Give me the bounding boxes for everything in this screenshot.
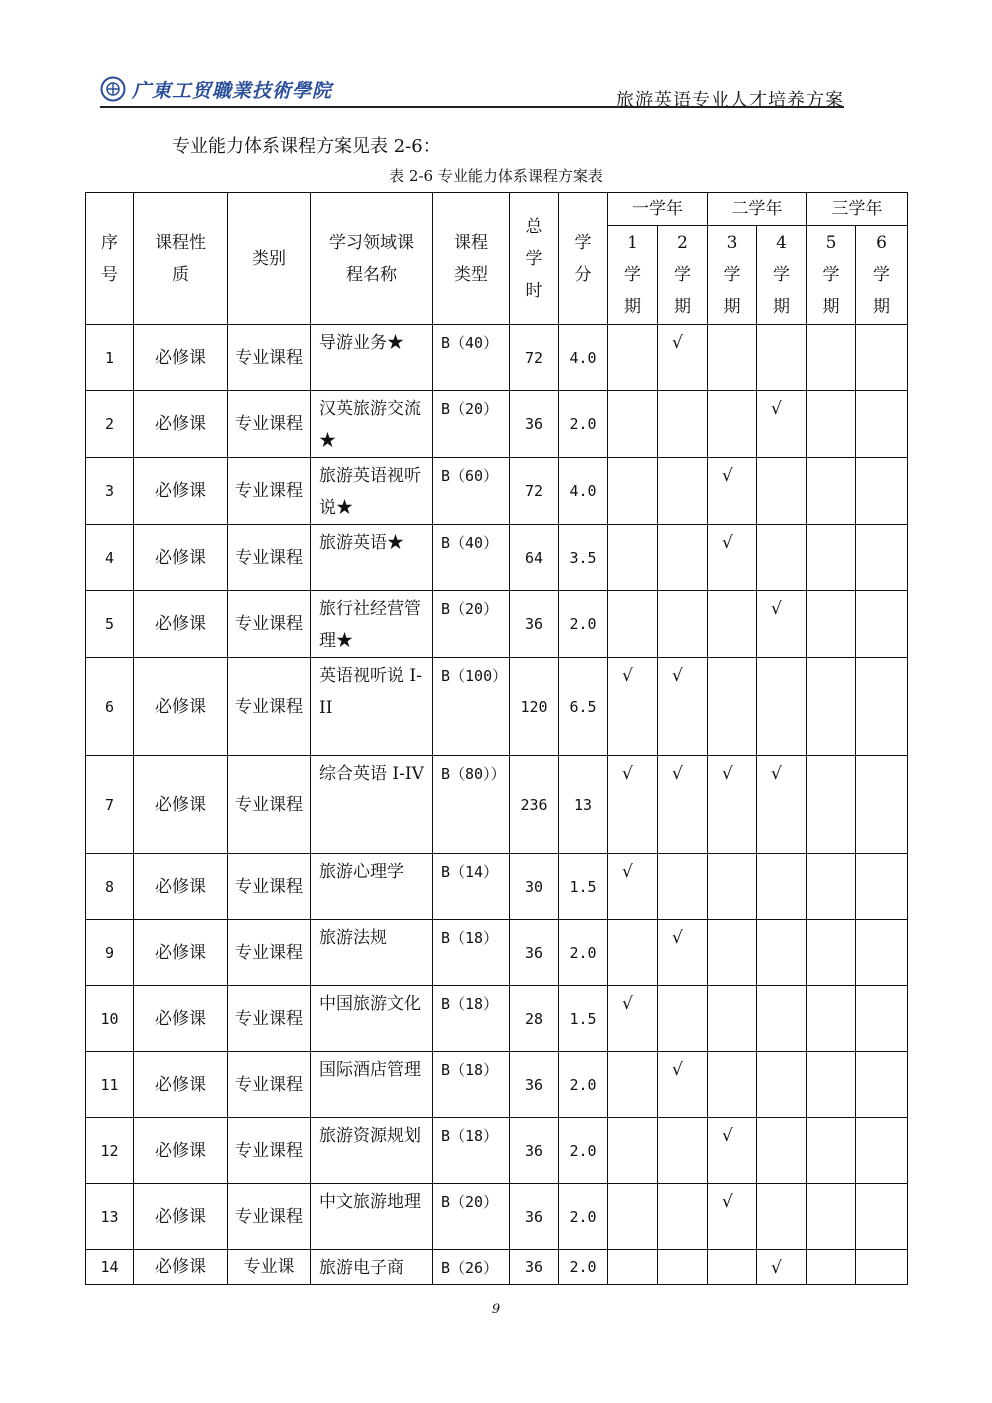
cell-term-2 [658,756,708,854]
cell-term-1 [608,854,658,920]
col-seq: 序 号 [86,193,134,325]
cell-term-5 [807,525,856,591]
col-term-4: 4 学 期 [757,226,807,325]
cell-total-hours: 36 [510,1184,559,1250]
table-body [86,325,908,1285]
cell-term-6 [856,854,908,920]
cell-nature: 必修课 [134,525,228,591]
cell-seq: 12 [86,1118,134,1184]
cell-course-type: B（20） [433,1184,510,1250]
cell-term-2 [658,458,708,525]
check-mark: √ [722,466,733,486]
cell-term-2 [658,986,708,1052]
cell-term-3 [708,854,757,920]
table-row [86,525,908,591]
check-mark: √ [672,333,683,353]
cell-term-1 [608,525,658,591]
cell-term-1 [608,391,658,458]
table-row [86,854,908,920]
cell-term-1 [608,658,658,756]
cell-term-6 [856,1184,908,1250]
cell-seq: 13 [86,1184,134,1250]
cell-nature: 必修课 [134,325,228,391]
cell-term-3 [708,325,757,391]
cell-term-1 [608,1250,658,1285]
cell-term-4 [757,525,807,591]
table-row [86,325,908,391]
cell-term-1 [608,1118,658,1184]
check-mark: √ [672,1060,683,1080]
cell-nature: 必修课 [134,1184,228,1250]
cell-term-6 [856,986,908,1052]
cell-course-name: 综合英语 I-IV [311,756,433,854]
table-row [86,920,908,986]
cell-term-2 [658,658,708,756]
cell-course-name: 国际酒店管理 [311,1052,433,1118]
cell-term-4 [757,756,807,854]
cell-total-hours: 36 [510,591,559,658]
cell-term-1 [608,325,658,391]
cell-credits: 2.0 [559,1052,608,1118]
cell-course-type: B（40） [433,525,510,591]
cell-course-type: B（100） [433,658,510,756]
cell-term-3 [708,1052,757,1118]
cell-term-2 [658,1052,708,1118]
cell-term-4 [757,986,807,1052]
cell-term-1 [608,591,658,658]
cell-term-6 [856,1052,908,1118]
cell-term-2 [658,1250,708,1285]
cell-category: 专业课程 [228,920,311,986]
cell-nature: 必修课 [134,591,228,658]
cell-credits: 1.5 [559,986,608,1052]
cell-seq: 1 [86,325,134,391]
col-year-1: 一学年 [608,193,708,226]
cell-seq: 8 [86,854,134,920]
cell-term-3 [708,591,757,658]
cell-seq: 5 [86,591,134,658]
check-mark: √ [722,533,733,553]
cell-category: 专业课程 [228,391,311,458]
cell-term-2 [658,525,708,591]
cell-course-type: B（18） [433,1052,510,1118]
cell-course-name: 旅游电子商 [311,1250,433,1285]
cell-total-hours: 36 [510,1118,559,1184]
cell-term-6 [856,756,908,854]
col-nature: 课程性 质 [134,193,228,325]
cell-term-4 [757,458,807,525]
cell-category: 专业课程 [228,458,311,525]
cell-nature: 必修课 [134,1250,228,1285]
cell-course-name: 汉英旅游交流★ [311,391,433,458]
cell-credits: 3.5 [559,525,608,591]
cell-category: 专业课程 [228,1184,311,1250]
cell-seq: 7 [86,756,134,854]
cell-term-2 [658,325,708,391]
cell-total-hours: 72 [510,458,559,525]
cell-category: 专业课程 [228,591,311,658]
cell-category: 专业课程 [228,1118,311,1184]
cell-term-5 [807,1118,856,1184]
cell-term-5 [807,854,856,920]
cell-term-5 [807,1052,856,1118]
cell-term-6 [856,391,908,458]
cell-term-4 [757,1118,807,1184]
col-term-3: 3 学 期 [708,226,757,325]
cell-term-4 [757,920,807,986]
cell-seq: 2 [86,391,134,458]
cell-total-hours: 64 [510,525,559,591]
cell-total-hours: 236 [510,756,559,854]
cell-term-4 [757,1184,807,1250]
cell-course-type: B（80）） [433,756,510,854]
cell-term-4 [757,854,807,920]
cell-category: 专业课程 [228,854,311,920]
cell-term-2 [658,1184,708,1250]
cell-term-6 [856,1250,908,1285]
col-term-5: 5 学 期 [807,226,856,325]
check-mark: √ [771,764,782,784]
cell-course-name: 旅游心理学 [311,854,433,920]
table-row [86,1118,908,1184]
cell-course-type: B（26） [433,1250,510,1285]
cell-term-5 [807,1184,856,1250]
cell-term-6 [856,1118,908,1184]
cell-course-type: B（14） [433,854,510,920]
cell-course-type: B（60） [433,458,510,525]
logo-text: 广東工贸職業技術學院 [132,79,333,102]
cell-total-hours: 72 [510,325,559,391]
table-row [86,658,908,756]
table-caption: 表 2-6 专业能力体系课程方案表 [389,167,603,185]
cell-term-3 [708,756,757,854]
cell-category: 专业课程 [228,986,311,1052]
cell-term-4 [757,591,807,658]
check-mark: √ [771,1258,782,1278]
cell-term-6 [856,658,908,756]
cell-term-1 [608,986,658,1052]
cell-term-3 [708,1250,757,1285]
cell-course-type: B（18） [433,920,510,986]
cell-term-2 [658,591,708,658]
cell-credits: 2.0 [559,391,608,458]
cell-seq: 14 [86,1250,134,1285]
cell-credits: 1.5 [559,854,608,920]
cell-term-5 [807,325,856,391]
cell-category: 专业课程 [228,756,311,854]
cell-credits: 4.0 [559,325,608,391]
table-row [86,756,908,854]
cell-seq: 9 [86,920,134,986]
cell-term-5 [807,1250,856,1285]
col-term-2: 2 学 期 [658,226,708,325]
cell-seq: 6 [86,658,134,756]
cell-term-5 [807,920,856,986]
cell-nature: 必修课 [134,1118,228,1184]
cell-credits: 13 [559,756,608,854]
cell-term-3 [708,1184,757,1250]
col-year-3: 三学年 [807,193,908,226]
col-term-1: 1 学 期 [608,226,658,325]
cell-credits: 2.0 [559,920,608,986]
cell-category: 专业课程 [228,658,311,756]
table-row [86,1184,908,1250]
check-mark: √ [722,764,733,784]
cell-term-5 [807,591,856,658]
cell-category: 专业课程 [228,1052,311,1118]
cell-nature: 必修课 [134,391,228,458]
cell-term-1 [608,1052,658,1118]
intro-text: 专业能力体系课程方案见表 2-6： [172,136,441,157]
cell-course-name: 旅游资源规划 [311,1118,433,1184]
cell-category: 专业课 [228,1250,311,1285]
cell-term-3 [708,458,757,525]
college-logo [100,72,332,106]
col-term-6: 6 学 期 [856,226,908,325]
cell-credits: 4.0 [559,458,608,525]
cell-term-6 [856,525,908,591]
cell-nature: 必修课 [134,1052,228,1118]
check-mark: √ [622,764,633,784]
cell-course-name: 旅行社经营管理★ [311,591,433,658]
cell-term-5 [807,658,856,756]
course-table [85,192,908,1285]
cell-term-4 [757,1250,807,1285]
check-mark: √ [722,1192,733,1212]
cell-credits: 2.0 [559,591,608,658]
cell-term-1 [608,756,658,854]
check-mark: √ [672,928,683,948]
cell-course-name: 旅游法规 [311,920,433,986]
cell-term-6 [856,325,908,391]
cell-credits: 6.5 [559,658,608,756]
check-mark: √ [622,862,633,882]
cell-term-2 [658,1118,708,1184]
cell-total-hours: 36 [510,920,559,986]
cell-term-2 [658,854,708,920]
check-mark: √ [622,666,633,686]
cell-total-hours: 36 [510,391,559,458]
cell-course-type: B（40） [433,325,510,391]
cell-term-3 [708,391,757,458]
cell-course-name: 英语视听说 I-II [311,658,433,756]
table-row [86,591,908,658]
cell-nature: 必修课 [134,986,228,1052]
table-row [86,458,908,525]
cell-nature: 必修课 [134,458,228,525]
check-mark: √ [722,1126,733,1146]
cell-course-name: 导游业务★ [311,325,433,391]
cell-total-hours: 120 [510,658,559,756]
header-divider [100,106,844,108]
cell-term-5 [807,986,856,1052]
check-mark: √ [771,399,782,419]
cell-term-5 [807,756,856,854]
col-domain-name: 学习领域课 程名称 [311,193,433,325]
cell-course-type: B（20） [433,591,510,658]
cell-nature: 必修课 [134,658,228,756]
table-row [86,1250,908,1285]
cell-total-hours: 28 [510,986,559,1052]
cell-term-2 [658,391,708,458]
page-header [100,68,844,110]
cell-term-3 [708,525,757,591]
cell-term-1 [608,1184,658,1250]
col-credits: 学 分 [559,193,608,325]
cell-category: 专业课程 [228,525,311,591]
check-mark: √ [672,666,683,686]
cell-nature: 必修课 [134,920,228,986]
cell-course-name: 中国旅游文化 [311,986,433,1052]
cell-term-6 [856,920,908,986]
cell-term-1 [608,920,658,986]
cell-term-3 [708,986,757,1052]
cell-term-6 [856,458,908,525]
cell-term-4 [757,1052,807,1118]
table-row [86,391,908,458]
col-total-hours: 总 学 时 [510,193,559,325]
col-category: 类别 [228,193,311,325]
cell-seq: 10 [86,986,134,1052]
cell-course-name: 旅游英语★ [311,525,433,591]
cell-total-hours: 36 [510,1052,559,1118]
cell-course-type: B（18） [433,1118,510,1184]
cell-term-5 [807,458,856,525]
cell-credits: 2.0 [559,1250,608,1285]
cell-course-name: 旅游英语视听说★ [311,458,433,525]
cell-total-hours: 30 [510,854,559,920]
cell-seq: 4 [86,525,134,591]
cell-seq: 3 [86,458,134,525]
cell-credits: 2.0 [559,1184,608,1250]
cell-term-4 [757,325,807,391]
col-year-2: 二学年 [708,193,807,226]
cell-course-type: B（18） [433,986,510,1052]
cell-nature: 必修课 [134,756,228,854]
cell-nature: 必修课 [134,854,228,920]
cell-seq: 11 [86,1052,134,1118]
header-row-years [86,193,908,226]
cell-term-3 [708,920,757,986]
document-title: 旅游英语专业人才培养方案 [616,90,844,111]
check-mark: √ [771,599,782,619]
cell-term-6 [856,591,908,658]
college-emblem-icon [100,76,126,102]
cell-term-4 [757,391,807,458]
cell-term-2 [658,920,708,986]
cell-term-3 [708,1118,757,1184]
cell-course-name: 中文旅游地理 [311,1184,433,1250]
table-row [86,986,908,1052]
cell-course-type: B（20） [433,391,510,458]
table-row [86,1052,908,1118]
cell-term-3 [708,658,757,756]
cell-term-1 [608,458,658,525]
cell-total-hours: 36 [510,1250,559,1285]
cell-term-5 [807,391,856,458]
col-course-type: 课程 类型 [433,193,510,325]
page-number: 9 [491,1302,501,1317]
cell-term-4 [757,658,807,756]
check-mark: √ [622,994,633,1014]
cell-credits: 2.0 [559,1118,608,1184]
cell-category: 专业课程 [228,325,311,391]
check-mark: √ [672,764,683,784]
